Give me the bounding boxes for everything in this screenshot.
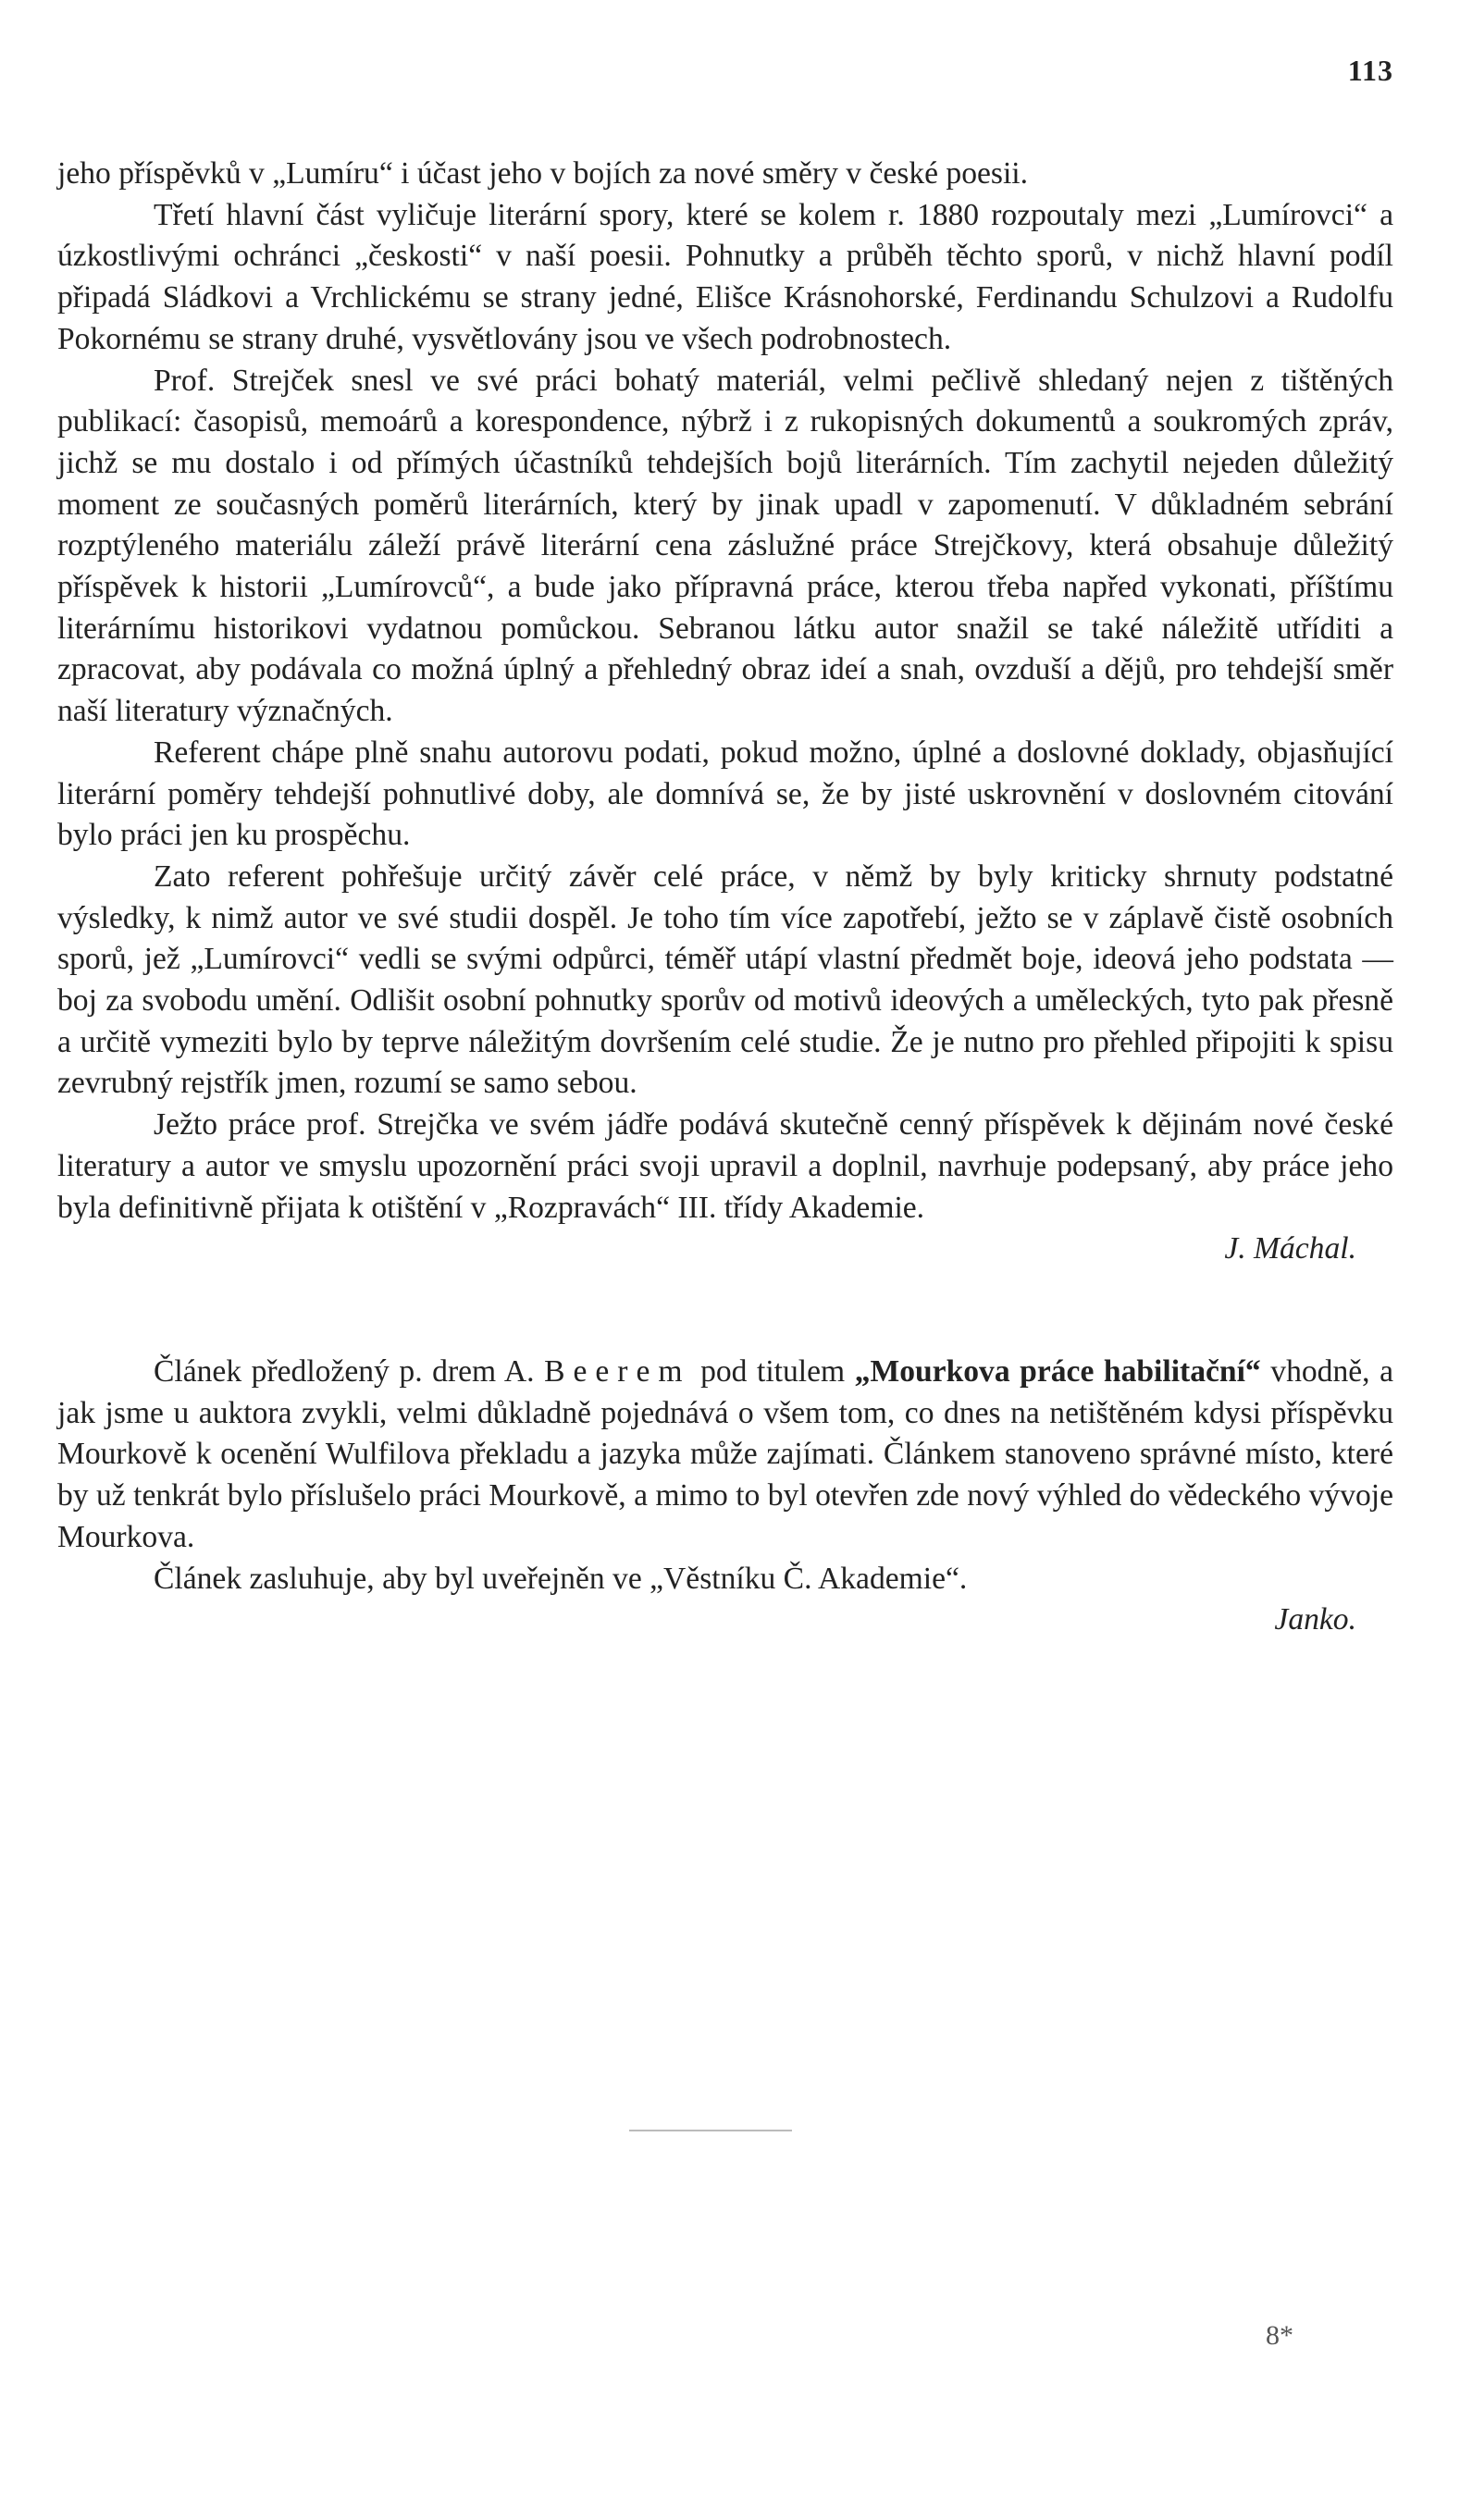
paragraph-literary-disputes: Třetí hlavní část vyličuje literární spory, které se kolem r. 1880 rozpoutaly mezi „Lumírovci“ a úzkostlivými ochránci „českosti“ v naší poesii. Pohnutky a průběh těchto sporů, v nichž hlavní podíl připadá Sládkovi a Vrchlickému se strany jedné, Elišce Krásnohorské, Ferdinandu Schulzovi a Rudolfu Pokornému se strany druhé, vysvětlovány jsou ve všech podrobnostech. <box>57 197 1393 356</box>
article-title: „Mourkova práce habilitační“ <box>854 1353 1261 1389</box>
mourek-body-text: vhodně, a jak jsme u auktora zvykli, velmi důkladně pojednává o všem tom, co dnes na netištěném kdysi příspěvku Mourkově k ocenění Wulfilova překladu a jazyka může zajímati. Článkem stanoveno správné místo, které by už tenkrát bylo příslušelo práci Mourkově, a mimo to byl otevřen zde nový výhled do vědeckého vývoje Mourkova. <box>57 1353 1394 1554</box>
section-divider <box>629 2130 792 2131</box>
signature-machal: J. Máchal. <box>1224 1231 1356 1266</box>
author-name-spaced: Beerem <box>544 1353 691 1389</box>
paragraph-publication-recommendation: Článek zasluhuje, aby byl uveřejněn ve „Věstníku Č. Akademie“. <box>154 1561 968 1596</box>
signature-janko: Janko. <box>1274 1602 1356 1637</box>
paragraph-lumir-contribution: jeho příspěvků v „Lumíru“ i účast jeho v bojích za nové směry v české poesii. <box>57 156 1029 191</box>
mourek-title-lead: pod titulem <box>690 1353 855 1389</box>
mourek-intro-text: Článek předložený p. drem A. <box>154 1353 545 1389</box>
paragraph-material-collection: Prof. Strejček snesl ve své práci bohatý materiál, velmi pečlivě shledaný nejen z tištěných publikací: časopisů, memoárů a korespondence, nýbrž i z rukopisných dokumentů a soukromých zpráv, jichž se mu dostalo i od přímých účastníků tehdejších bojů literárních. Tím zachytil nejeden důležitý moment ze současných poměrů literárních, který by jinak upadl v zapomenutí. V důkladném sebrání rozptýleného materiálu záleží právě literární cena záslužné práce Strejčkovy, která obsahuje důležitý příspěvek k historii „Lumírovců“, a bude jako přípravná práce, kterou třeba napřed vykonati, příštímu literárnímu historikovi vydatnou pomůckou. Sebranou látku autor snažil se také náležitě utříditi a zpracovat, aby podávala co možná úplný a přehledný obraz ideí a snah, ovzduší a dějů, pro tehdejší směr naší literatury význačných. <box>57 363 1393 729</box>
signature-mark: 8* <box>1266 2320 1293 2351</box>
section-gap <box>57 1270 1393 1352</box>
paragraph-mourek-article <box>57 1352 1393 1559</box>
paragraph-missing-conclusion: Zato referent pohřešuje určitý závěr celé práce, v němž by byly kriticky shrnuty podstatné výsledky, k nimž autor ve své studii dospěl. Je toho tím více zapotřebí, ježto se v záplavě čistě osobních sporů, jež „Lumírovci“ vedli se svými odpůrci, téměř utápí vlastní předmět boje, ideová jeho podstata — boj za svobodu umění. Odlišit osobní pohnutky sporův od motivů ideových a uměleckých, tyto pak přesně a určitě vymeziti bylo by teprve náležitým dovršením celé studie. Že je nutno pro přehled připojiti k spisu zevrubný rejstřík jmen, rozumí se samo sebou. <box>57 859 1393 1101</box>
paragraph-referent-remarks: Referent chápe plně snahu autorovu podati, pokud možno, úplné a doslovné doklady, objasňující literární poměry tehdejší pohnutlivé doby, ale domnívá se, že by jisté uskrovnění v doslovném citování bylo práci jen ku prospěchu. <box>57 735 1393 853</box>
body-text <box>57 154 1393 1641</box>
paragraph-recommendation: Ježto práce prof. Strejčka ve svém jádře podává skutečně cenný příspěvek k dějinám nové české literatury a autor ve smyslu upozornění práci svoji upravil a doplnil, navrhuje podepsaný, aby práce jeho byla definitivně přijata k otištění v „Rozpravách“ III. třídy Akademie. <box>57 1107 1393 1225</box>
page-number: 113 <box>1347 54 1393 87</box>
